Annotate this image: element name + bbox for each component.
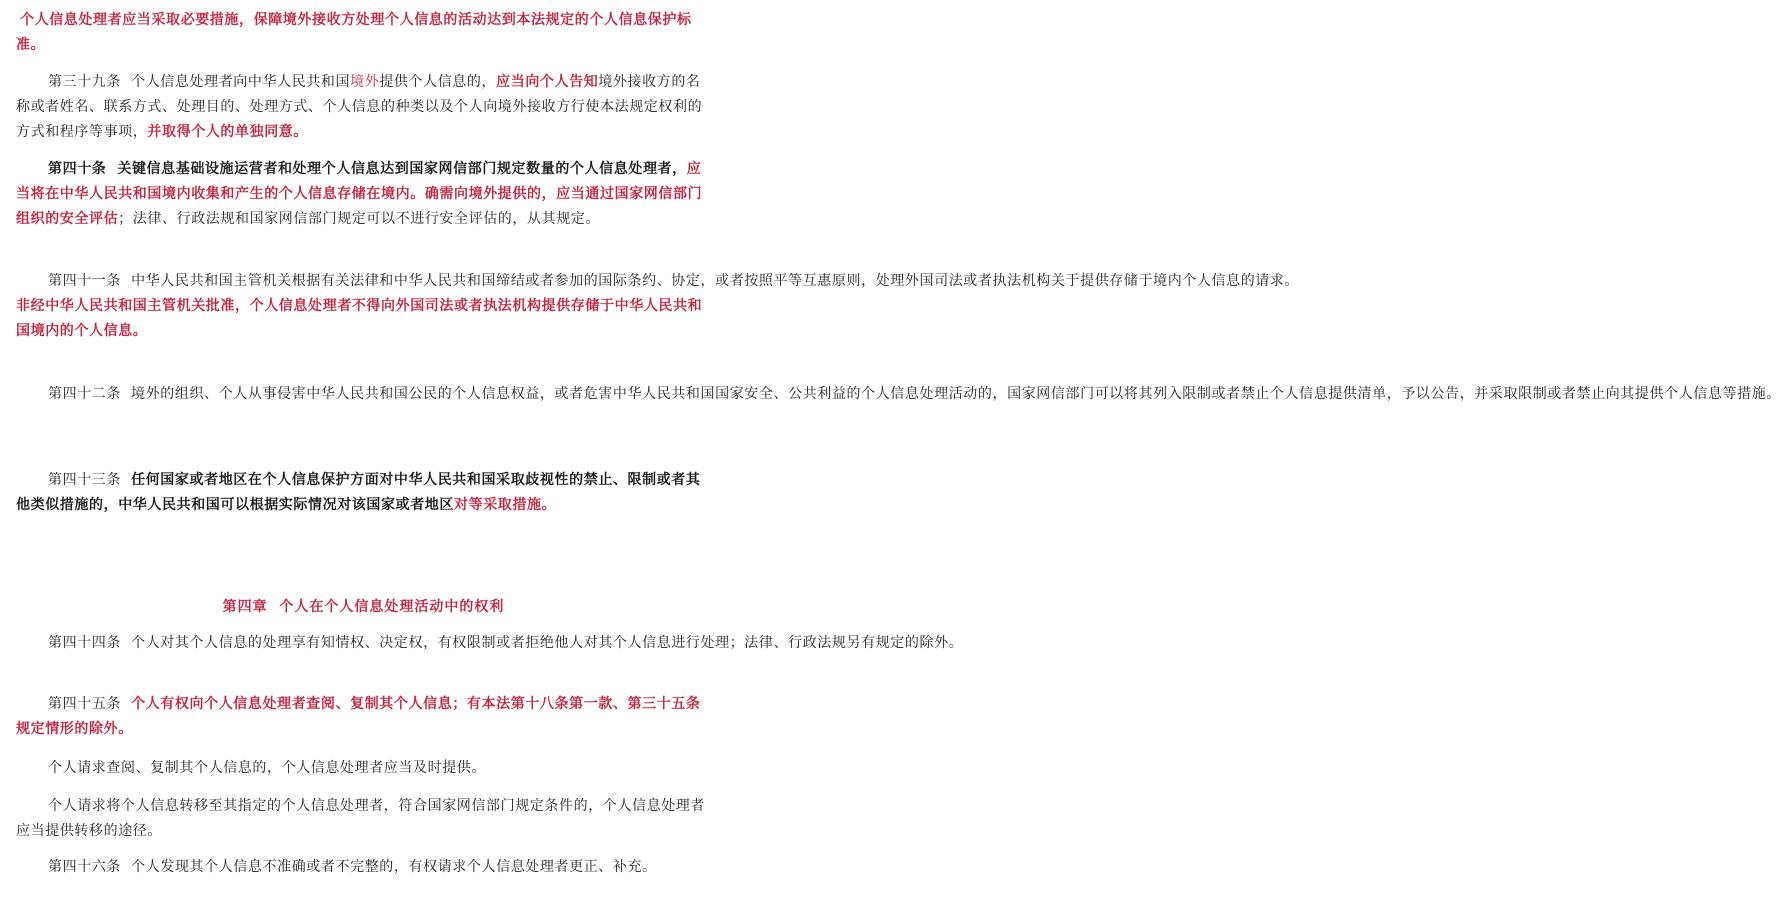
chapter-heading: [0, 596, 727, 616]
article-43: [16, 468, 706, 518]
article-44: [16, 631, 964, 656]
article-41: [16, 269, 1300, 344]
article-text: 第四十条 关键信息基础设施运营者和处理个人信息达到国家网信部门规定数量的个人信息处理者，: [48, 161, 687, 177]
article-39: [16, 70, 706, 145]
article-42: [16, 382, 1781, 407]
emphasis-text: 非经中华人民共和国主管机关批准，个人信息处理者不得向外国司法或者执法机构提供存储于中华人民共和国境内的个人信息。: [16, 298, 703, 339]
article-text: 个人请求将个人信息转移至其指定的个人信息处理者，符合国家网信部门规定条件的，个人信息处理者应当提供转移的途径。: [16, 798, 705, 839]
article-text: ；法律、行政法规和国家网信部门规定可以不进行安全评估的，从其规定。: [118, 211, 601, 227]
article-text: 第三十九条 个人信息处理者向中华人民共和国: [48, 74, 351, 90]
article-40: [16, 157, 706, 232]
emphasis-text: 对等采取措施。: [454, 497, 557, 513]
emphasis-text: 境外: [350, 74, 380, 90]
article-45: [16, 692, 706, 742]
article-text: 提供个人信息的，: [379, 74, 497, 90]
emphasis-text: 并取得个人的单独同意。: [147, 124, 309, 140]
emphasis-text: 个人信息处理者应当采取必要措施，保障境外接收方处理个人信息的活动达到本法规定的个人信息保护标准。: [16, 12, 692, 53]
article-text: 境外接收方的名称或者姓名、联系方式、处理目的、处理方式、个人信息的种类以及个人向境外接收方行使本法规定权利的方式和程序等事项，: [16, 74, 703, 140]
article-text: 第四十二条 境外的组织、个人从事侵害中华人民共和国公民的个人信息权益，或者危害中华人民共和国国家安全、公共利益的个人信息处理活动的，国家网信部门可以将其列入限制或者禁止个人信息提供清单，予以公告，并采取限制或者禁止向其提供个人信息等措施。: [48, 386, 1781, 402]
emphasis-text: 应当将在中华人民共和国境内收集和产生的个人信息存储在境内。确需向境外提供的，应当通过国家网信部门组织的安全评估: [16, 161, 703, 227]
emphasis-text: 任何国家或者地区在个人信息保护方面对中华人民共和国采取歧视性的禁止、限制或者其他类似措施的，中华人民共和国可以根据实际情况对该国家或者地区: [16, 472, 701, 513]
article-text: 第四十一条 中华人民共和国主管机关根据有关法律和中华人民共和国缔结或者参加的国际条约、协定，或者按照平等互惠原则，处理外国司法或者执法机构关于提供存储于境内个人信息的请求。: [48, 273, 1300, 289]
paragraph-transfer-standard: [16, 8, 706, 58]
article-46: [16, 855, 706, 880]
article-45-paragraph-2: [16, 756, 706, 781]
article-text: 第四十五条: [48, 696, 132, 712]
article-45-paragraph-3: [16, 794, 706, 844]
article-text: 个人请求查阅、复制其个人信息的，个人信息处理者应当及时提供。: [48, 760, 486, 776]
chapter-title: 第四章 个人在个人信息处理活动中的权利: [222, 599, 505, 615]
article-text: 第四十六条 个人发现其个人信息不准确或者不完整的，有权请求个人信息处理者更正、补充。: [48, 859, 657, 875]
article-text: 第四十四条 个人对其个人信息的处理享有知情权、决定权，有权限制或者拒绝他人对其个人信息进行处理；法律、行政法规另有规定的除外。: [48, 635, 964, 651]
article-text: 第四十三条: [48, 472, 132, 488]
emphasis-text: 个人有权向个人信息处理者查阅、复制其个人信息；有本法第十八条第一款、第三十五条规定情形的除外。: [16, 696, 701, 737]
emphasis-text: 应当向个人告知: [496, 74, 599, 90]
